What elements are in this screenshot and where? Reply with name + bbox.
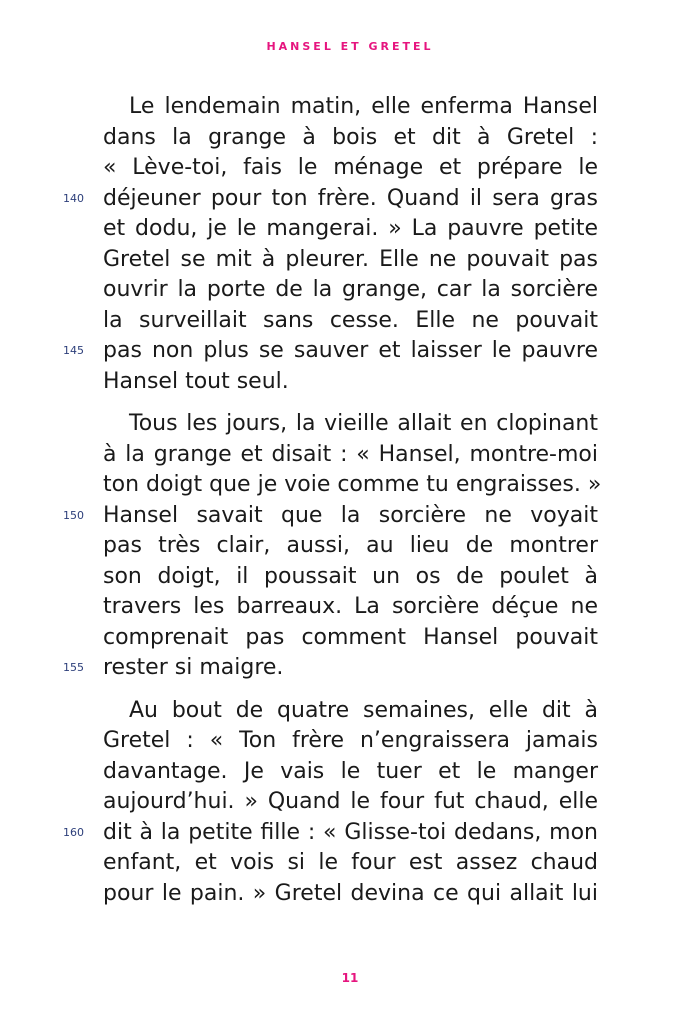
text-line [103, 440, 598, 471]
line-text: travers les barreaux. La sorcière déçue ne [103, 594, 598, 619]
text-line [103, 879, 598, 910]
text-line [63, 336, 598, 367]
text-line [103, 726, 598, 757]
text-line [103, 409, 598, 440]
text-line [103, 470, 602, 501]
line-text: et dodu, je le mangerai. » La pauvre petite [103, 216, 598, 241]
text-line [103, 757, 598, 788]
line-text: Gretel : « Ton frère n’engraissera jamais [103, 728, 598, 753]
text-line [63, 653, 598, 684]
line-text: aujourd’hui. » Quand le four fut chaud, elle [103, 789, 598, 814]
text-line [103, 531, 598, 562]
text-line [103, 123, 598, 154]
line-text: enfant, et vois si le four est assez chaud [103, 850, 598, 875]
text-line [103, 623, 598, 654]
line-text: pas non plus se sauver et laisser le pauvre [103, 338, 598, 363]
line-text: pour le pain. » Gretel devina ce qui allait lui [103, 880, 598, 906]
text-line [63, 818, 598, 849]
paragraph-gap [103, 684, 598, 696]
line-text: à la grange et disait : « Hansel, montre-moi [103, 441, 598, 467]
line-text: dans la grange à bois et dit à Gretel : [103, 124, 598, 150]
line-text: « Lève-toi, fais le ménage et prépare le [103, 155, 598, 180]
text-line [103, 592, 598, 623]
text-line [103, 306, 598, 337]
text-line [63, 501, 598, 532]
line-text: Gretel se mit à pleurer. Elle ne pouvait pas [103, 246, 598, 272]
line-text: comprenait pas comment Hansel pouvait [103, 624, 598, 650]
line-number: 145 [63, 344, 84, 357]
text-line [103, 367, 598, 398]
paragraph [63, 92, 598, 397]
line-text: la surveillait sans cesse. Elle ne pouvait [103, 307, 598, 333]
line-text: davantage. Je vais le tuer et le manger [103, 758, 598, 784]
text-line [103, 92, 598, 123]
running-head-title: HANSEL ET GRETEL [266, 40, 434, 53]
line-text: rester si maigre. [103, 655, 284, 680]
line-number: 150 [63, 508, 84, 522]
line-number: 155 [63, 661, 84, 674]
text-line [103, 214, 598, 245]
line-text: déjeuner pour ton frère. Quand il sera gras [103, 185, 598, 211]
text-line [103, 153, 598, 184]
line-text: ton doigt que je voie comme tu engraisses. » [103, 472, 602, 497]
text-line [103, 562, 598, 593]
line-number: 140 [63, 191, 84, 205]
text-line [63, 184, 598, 215]
line-number: 160 [63, 825, 84, 839]
body-text [63, 92, 602, 909]
line-text: Au bout de quatre semaines, elle dit à [129, 697, 598, 723]
text-line [103, 696, 598, 727]
paragraph [63, 409, 602, 684]
line-text: Tous les jours, la vieille allait en clopinant [129, 411, 598, 436]
text-line [103, 245, 598, 276]
text-line [103, 787, 598, 818]
paragraph-gap [103, 397, 598, 409]
line-text: son doigt, il poussait un os de poulet à [103, 563, 598, 589]
line-text: dit à la petite fille : « Glisse-toi dedans, mon [103, 819, 598, 845]
text-line [103, 848, 598, 879]
line-text: Hansel savait que la sorcière ne voyait [103, 502, 598, 528]
page-number: 11 [341, 971, 359, 985]
line-text: pas très clair, aussi, au lieu de montrer [103, 533, 598, 558]
line-text: Le lendemain matin, elle enferma Hansel [129, 94, 598, 119]
text-line [103, 275, 598, 306]
paragraph [63, 696, 598, 910]
line-text: ouvrir la porte de la grange, car la sorcière [103, 277, 598, 302]
line-text: Hansel tout seul. [103, 368, 289, 394]
